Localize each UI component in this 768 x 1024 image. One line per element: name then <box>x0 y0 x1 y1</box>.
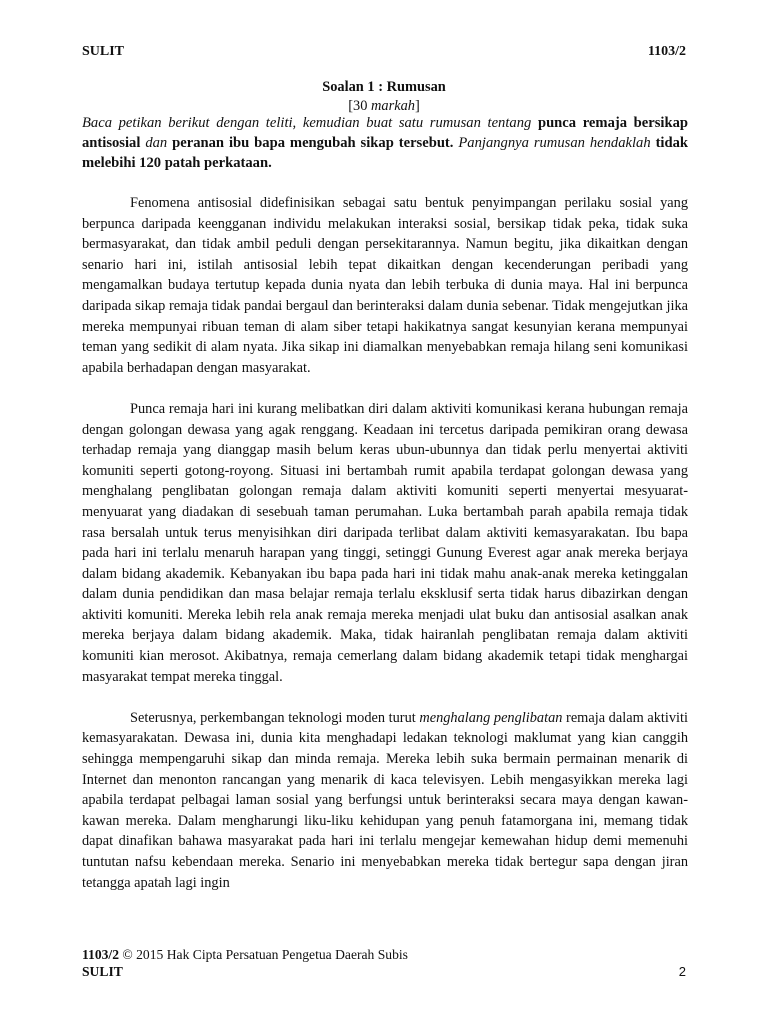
passage-paragraph-1: Fenomena antisosial didefinisikan sebagai satu bentuk penyimpangan perilaku sosial yang berpunca daripada keengganan individu melakukan interaksi sosial, bersikap tidak peka, tidak suka bermasyarakat, dan tidak ambil peduli dengan persekitarannya. Namun begitu, jika dikaitkan dengan senario hari ini, istilah antisosial lebih tepat dikaitkan dengan kecenderungan peribadi yang mengamalkan budaya tertutup kepada dunia nyata dan lebih terbuka di dunia maya. Hal ini berpunca daripada sikap remaja tidak pandai bergaul dan berinteraksi dalam dunia sebenar. Tidak mengejutkan jika mereka mempunyai ribuan teman di alam siber tetapi hakikatnya sangat kesunyian kerana mempunyai teman yang sedikit di alam nyata. Jika sikap ini diamalkan menyebabkan remaja hilang seni komunikasi apabila berhadapan dengan masyarakat. <box>82 195 688 376</box>
footer-bottom-line <box>82 963 686 980</box>
footer-copyright: © 2015 Hak Cipta Persatuan Pengetua Daerah Subis <box>119 947 408 962</box>
paragraph-3-start: Seterusnya, perkembangan teknologi moden turut <box>130 709 420 726</box>
paragraph-3-rest: remaja dalam aktiviti kemasyarakatan. Dewasa ini, dunia kita menghadapi ledakan teknologi maklumat yang kian canggih sehingga mempengaruhi sikap dan minda remaja. Mereka lebih suka bermain permainan menarik di Internet dan menonton rancangan yang menarik di kaca televisyen. Lebih mengasyikkan mereka lagi apabila terdapat pelbagai laman sosial yang berfungsi untuk berinteraksi secara maya dengan kawan-kawan mereka. Dalam mengharungi liku-liku kehidupan yang penuh fatamorgana ini, memang tidak dapat dinafikan bahawa masyarakat pada hari ini terlalu mengejar kemewahan hidup demi memenuhi tuntutan nafsu kebendaan mereka. Senario ini menyebabkan mereka tidak bertegur sapa dengan jiran tetangga apatah lagi ingin <box>82 709 688 891</box>
footer-copyright-line <box>82 946 686 963</box>
page-number: 2 <box>678 964 686 979</box>
instruction-part-2: dan <box>140 135 173 151</box>
footer-classification: SULIT <box>82 964 123 979</box>
footer-paper-code: 1103/2 <box>82 947 120 962</box>
passage <box>82 193 688 893</box>
question-heading <box>82 78 686 116</box>
header-paper-code: 1103/2 <box>647 44 686 59</box>
passage-paragraph-3 <box>82 708 688 893</box>
instruction-bold-3: tidak melebihi 120 patah perkataan. <box>82 135 689 171</box>
page-header <box>82 44 686 60</box>
paragraph-3-italic: menghalang penglibatan <box>419 709 563 726</box>
passage-paragraph-2: Punca remaja hari ini kurang melibatkan diri dalam aktiviti komunikasi kerana hubungan remaja dengan golongan dewasa yang agak renggang. Keadaan ini tercetus daripada pemikiran orang dewasa terhadap remaja yang dianggap masih belum keras ubun-ubunnya dan tidak perlu menyertai aktiviti komuniti seperti gotong-royong. Situasi ini bertambah rumit apabila terdapat golongan dewasa yang menghalang penglibatan golongan remaja dalam aktiviti komuniti seperti menyertai mesyuarat-menyuarat yang diadakan di sesebuah taman perumahan. Luka bertambah parah apabila remaja tidak rasa bersalah untuk terus menyisihkan diri daripada terlibat dalam aktiviti kemasyarakatan. Ibu bapa pada hari ini terlalu menaruh harapan yang tinggi, setinggi Gunung Everest agar anak mereka berjaya dalam bidang akademik. Kebanyakan ibu bapa pada hari ini tidak mahu anak-anak mereka ketinggalan dalam dunia pendidikan dan masa belajar remaja terlalu eksklusif serta tidak harus dibazirkan dengan aktiviti komuniti. Mereka lebih rela anak remaja mereka menjadi ulat buku dan antisosial asalkan anak mereka berjaya dalam bidang akademik. Maka, tidak hairanlah penglibatan remaja dalam aktiviti komuniti kian merosot. Akibatnya, remaja cemerlang dalam bidang akademik tetapi tidak menghargai masyarakat tempat mereka tinggal. <box>82 400 688 685</box>
instruction-part-3: Panjangnya rumusan hendaklah <box>453 135 656 151</box>
question-title: Soalan 1 : Rumusan <box>322 79 446 95</box>
instruction-bold-2: peranan ibu bapa mengubah sikap tersebut. <box>172 135 454 151</box>
instruction-bold-1: punca remaja bersikap antisosial <box>82 115 688 151</box>
question-instruction <box>82 113 688 173</box>
marks-open: [30 <box>348 98 371 114</box>
page-footer <box>82 946 686 980</box>
marks-close: ] <box>414 98 420 114</box>
header-classification: SULIT <box>82 44 125 59</box>
instruction-part-1: Baca petikan berikut dengan teliti, kemudian buat satu rumusan tentang <box>82 115 538 131</box>
marks-word: markah <box>371 98 415 114</box>
